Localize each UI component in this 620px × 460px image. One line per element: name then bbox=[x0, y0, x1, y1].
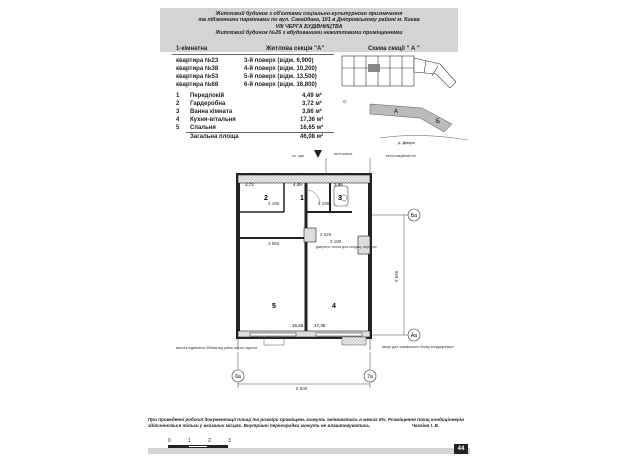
plan-note: джерело тепла для кондиц. перенос bbox=[316, 245, 377, 249]
room-name: Гардеробна bbox=[190, 101, 226, 107]
dim-label: 9 650 bbox=[394, 270, 399, 282]
room-label-3: 3 bbox=[338, 195, 342, 202]
plan-note: ел. щит bbox=[292, 154, 305, 158]
plan-note: висота підвіконня 500мм від рівня чистої підлоги bbox=[176, 346, 258, 350]
dim-label: 3 060 bbox=[268, 241, 280, 246]
signature: Чалкіна І. В. bbox=[411, 422, 440, 428]
axis-label: Ба bbox=[410, 213, 418, 219]
scale-tick: 2 bbox=[208, 438, 211, 444]
apt-row-name: квартира №23 bbox=[176, 58, 219, 64]
dim-label: 4 190 bbox=[268, 201, 280, 206]
apt-row-name: квартира №68 bbox=[176, 82, 219, 88]
room-label-2: 2 bbox=[264, 195, 268, 202]
room-area: 16,65 м² bbox=[300, 125, 324, 131]
apt-row-name: квартира №53 bbox=[176, 74, 219, 80]
apt-row-floor: 6-й поверх (відм. 16,800) bbox=[244, 82, 317, 88]
scheme-title: Схема секції " А " bbox=[368, 46, 420, 52]
header-line-4: Житловий будинок №26 з вбудованими нежитловими приміщеннями bbox=[215, 29, 403, 36]
scheme-label-b: Б bbox=[436, 119, 440, 125]
header-line-3: VIII ЧЕРГА БУДІВНИЦТВА bbox=[275, 23, 343, 30]
scale-tick: 3 bbox=[228, 438, 231, 444]
apt-row-floor: 4-й поверх (відм. 10,200) bbox=[244, 66, 317, 72]
apt-row-name: квартира №38 bbox=[176, 66, 219, 72]
room-name: Спальня bbox=[190, 125, 216, 131]
apartment-type: 1-кімнатна bbox=[176, 46, 208, 52]
area-label: 4,49 bbox=[293, 182, 302, 187]
room-name: Ванна кімната bbox=[190, 109, 233, 115]
room-num: 5 bbox=[176, 125, 180, 131]
room-area: 17,36 м² bbox=[300, 117, 324, 123]
scale-tick: 1 bbox=[188, 438, 191, 444]
total-area: 46,08 м² bbox=[300, 134, 324, 140]
plan-note: вентиляційний п/п bbox=[386, 154, 417, 158]
scale-tick: 0 bbox=[168, 438, 171, 444]
section-name: Житлова секція "А" bbox=[266, 46, 325, 52]
area-label: 3,86 bbox=[334, 182, 343, 187]
footer-note bbox=[148, 417, 478, 428]
room-label-4: 4 bbox=[332, 303, 336, 310]
area-label: 3,72 bbox=[245, 182, 254, 187]
apt-row-floor: 3-й поверх (відм. 6,900) bbox=[244, 58, 314, 64]
dim-label: 2 220 bbox=[320, 232, 332, 237]
room-area: 4,49 м² bbox=[302, 93, 322, 99]
room-name: Передпокій bbox=[190, 93, 225, 99]
dim-label: 6 600 bbox=[296, 386, 308, 391]
dim-label: 2 190 bbox=[318, 201, 330, 206]
wall-top bbox=[238, 175, 370, 183]
scheme-label-a: A bbox=[394, 109, 399, 115]
page-number: 44 bbox=[454, 444, 468, 454]
window bbox=[316, 333, 362, 336]
area-label: 16,65 bbox=[292, 323, 304, 328]
room-label-1: 1 bbox=[300, 195, 304, 202]
axis-label: 6а bbox=[235, 374, 241, 380]
walls bbox=[238, 150, 370, 350]
plan-note: вент.шахта bbox=[334, 152, 353, 156]
footer-note-text: При проведенні робочої документації площі та розміри приміщень можуть змінюватись в межах 5%. Розміщення площ кондиціонерів здійснюється тільки у вказаних місцях. Внутрішні перегородки можуть не влаштовуватись. bbox=[148, 417, 464, 428]
total-label: Загальна площа bbox=[190, 134, 239, 140]
header-line-1: Житловий будинок з об'єктами соціально-культурного призначення bbox=[215, 11, 403, 17]
window bbox=[250, 333, 296, 336]
axis-label: Аа bbox=[410, 333, 418, 339]
axis-label: 7а bbox=[367, 374, 373, 380]
room-num: 1 bbox=[176, 93, 180, 99]
outer-wall bbox=[238, 175, 370, 337]
room-label-5: 5 bbox=[272, 303, 276, 310]
room-area: 3,72 м² bbox=[302, 101, 322, 107]
plan-note: місце для зовнішнього блоку кондиціонера bbox=[382, 345, 454, 349]
area-label: 17,36 bbox=[314, 323, 326, 328]
compass-icon: ☼ bbox=[342, 99, 348, 105]
column bbox=[304, 228, 316, 242]
apt-row-floor: 5-й поверх (відм. 13,500) bbox=[244, 74, 317, 80]
ac-unit-place bbox=[342, 337, 366, 345]
room-num: 4 bbox=[176, 117, 180, 123]
room-area: 3,86 м² bbox=[302, 109, 322, 115]
dimension-labels bbox=[268, 201, 399, 391]
dimension-lines bbox=[238, 158, 410, 388]
dim-label: 3 180 bbox=[330, 239, 342, 244]
header-line-2: та підземними паркінгами по вул. Сагайдака, 101 в Дніпровському районі м. Києва bbox=[198, 17, 420, 24]
river-label: р. Дніпро bbox=[398, 140, 415, 145]
room-num: 2 bbox=[176, 101, 180, 107]
footer-bar bbox=[148, 448, 470, 454]
room-name: Кухня-вітальня bbox=[190, 117, 236, 123]
entrance-arrow-icon bbox=[314, 150, 322, 158]
room-num: 3 bbox=[176, 109, 180, 115]
